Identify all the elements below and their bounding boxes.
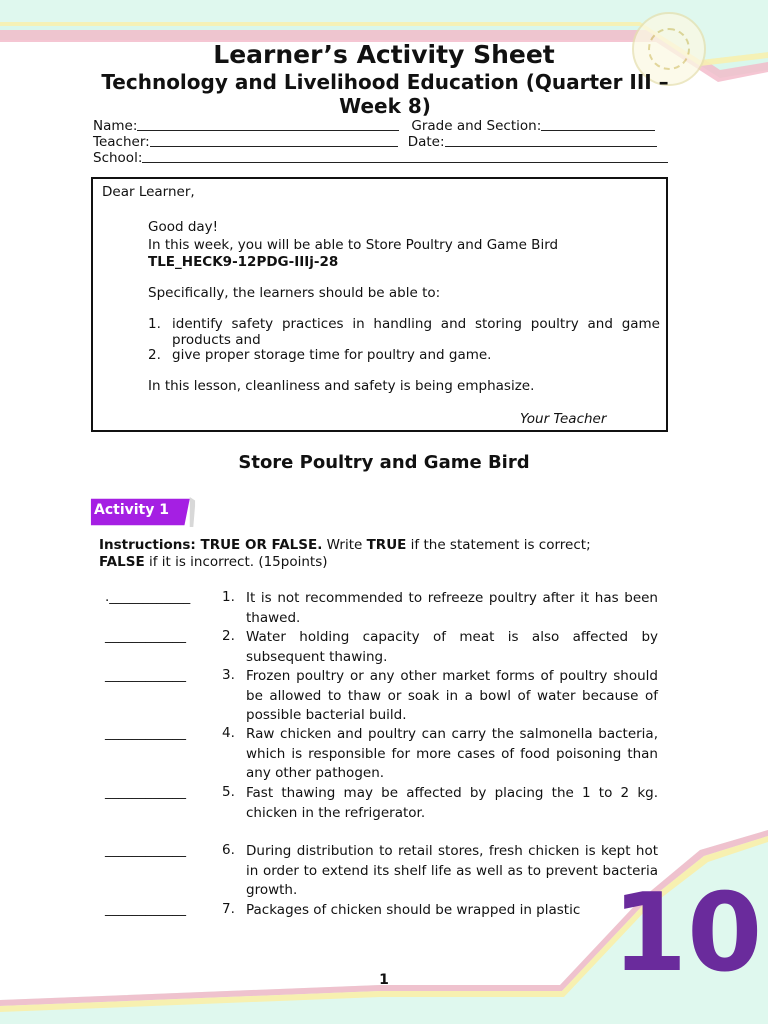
letter-box: [91, 177, 668, 432]
activity-label: Activity 1: [94, 502, 169, 518]
instr-heading: Instructions: TRUE OR FALSE.: [99, 537, 323, 553]
objective-2-text: give proper storage time for poultry and game.: [172, 347, 492, 363]
grade-number: 10: [612, 871, 763, 996]
teacher-blank[interactable]: [150, 134, 398, 147]
instr-true: TRUE: [366, 537, 407, 553]
answer-blank[interactable]: ____________: [105, 628, 186, 644]
page-subtitle: Technology and Livelihood Education (Quarter III – Week 8): [101, 70, 669, 118]
name-label: Name:: [93, 118, 138, 134]
question-text: Raw chicken and poultry can carry the salmonella bacteria, which is responsible for more cases of food poisoning than any other pathogen.: [246, 726, 658, 781]
question-number: 1.: [222, 589, 235, 605]
name-blank[interactable]: [137, 118, 399, 131]
subtitle-wrap: [90, 70, 680, 118]
school-blank[interactable]: [142, 150, 668, 163]
question-number: 5.: [222, 784, 235, 800]
grade-label: Grade and Section:: [411, 118, 542, 134]
page-number: 1: [379, 972, 389, 988]
objective-1-cont: products and: [172, 332, 261, 348]
question-text: It is not recommended to refreeze poultry after it has been thawed.: [246, 590, 658, 626]
instr-false: FALSE: [99, 554, 145, 570]
school-label: School:: [93, 150, 143, 166]
date-label: Date:: [407, 134, 445, 150]
answer-blank[interactable]: ____________: [105, 842, 186, 858]
letter-greeting: Dear Learner,: [102, 184, 195, 200]
competency-code: TLE_HECK9-12PDG-IIIj-28: [148, 254, 339, 270]
objective-1-text: identify safety practices in handling and storing poultry and game: [172, 316, 660, 332]
letter-signoff: Your Teacher: [520, 411, 607, 427]
objective-2-num: 2.: [148, 347, 161, 363]
question-text: Frozen poultry or any other market forms of poultry should be allowed to thaw or soak in a bowl of water because of possible bacterial build.: [246, 668, 658, 723]
teacher-label: Teacher:: [93, 134, 150, 150]
letter-specific: Specifically, the learners should be able to:: [148, 285, 441, 301]
spacer: [399, 118, 411, 134]
letter-intro: In this week, you will be able to Store Poultry and Game Bird: [148, 237, 559, 253]
answer-blank[interactable]: ____________: [105, 725, 186, 741]
student-info-fields: [93, 118, 673, 166]
question-text: Packages of chicken should be wrapped in plastic: [246, 902, 581, 918]
question-number: 4.: [222, 725, 235, 741]
letter-emphasis: In this lesson, cleanliness and safety is being emphasize.: [148, 378, 535, 394]
spacer: [398, 134, 408, 150]
answer-blank[interactable]: ____________: [105, 667, 186, 683]
answer-blank[interactable]: .____________: [105, 589, 191, 605]
answer-blank[interactable]: ____________: [105, 784, 186, 800]
question-number: 2.: [222, 628, 235, 644]
question-text: Water holding capacity of meat is also affected by subsequent thawing.: [246, 629, 658, 665]
field-row-name: [93, 118, 673, 134]
instr-part-2: if the statement is correct;: [406, 537, 591, 553]
instr-part-3: if it is incorrect. (15points): [144, 554, 328, 570]
letter-good-day: Good day!: [148, 219, 219, 235]
grade-blank[interactable]: [541, 118, 655, 131]
instructions: [99, 537, 679, 571]
field-row-teacher: [93, 134, 673, 150]
section-title: Store Poultry and Game Bird: [238, 452, 530, 473]
page-title: Learner’s Activity Sheet: [213, 40, 555, 69]
question-text: Fast thawing may be affected by placing the 1 to 2 kg. chicken in the refrigerator.: [246, 785, 658, 821]
instr-part-1: Write: [322, 537, 367, 553]
field-row-school: [93, 150, 673, 166]
question-text: During distribution to retail stores, fresh chicken is kept hot in order to extend its shelf life as well as to prevent bacteria growth.: [246, 843, 658, 898]
answer-blank[interactable]: ____________: [105, 901, 186, 917]
question-number: 6.: [222, 842, 235, 858]
date-blank[interactable]: [445, 134, 657, 147]
question-number: 3.: [222, 667, 235, 683]
objective-1-num: 1.: [148, 316, 161, 332]
question-number: 7.: [222, 901, 235, 917]
